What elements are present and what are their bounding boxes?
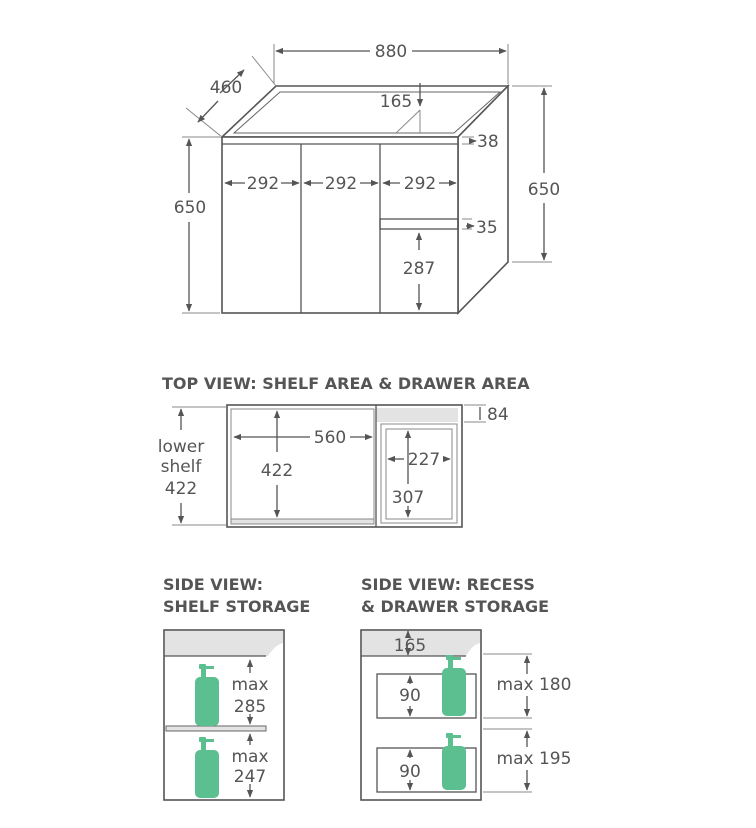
side-drawer-heading-2: & DRAWER STORAGE [361,597,550,616]
door-width-3-label: 292 [403,174,437,194]
max-180-label: max 180 [496,675,572,695]
lower-max-label: max [231,747,269,767]
cabinet-front [222,137,458,313]
side-shelf-heading-2: SHELF STORAGE [163,597,311,616]
door-width-2-label: 292 [324,174,358,194]
upper-drawer-height-label: 90 [399,686,421,706]
drawer-height-label: 287 [402,259,436,279]
recess-depth-label: 165 [379,92,413,112]
height-left-label: 650 [173,198,207,218]
lower-shelf-value: 422 [164,479,198,499]
height-right-label: 650 [527,180,561,200]
side-shelf-heading-1: SIDE VIEW: [163,575,264,594]
drawer-width-label: 227 [407,450,441,470]
upper-max-label: max [231,675,269,695]
lower-shelf-label-1: lower [157,437,205,457]
door-width-1-label: 292 [246,174,280,194]
lower-shelf-label-2: shelf [160,457,202,477]
drawer-rail-label: 35 [476,218,498,238]
width-label: 880 [374,42,408,62]
shelf-depth-label: 422 [260,461,294,481]
depth-label: 460 [209,78,243,98]
top-view-heading: TOP VIEW: SHELF AREA & DRAWER AREA [162,374,530,393]
shelf-width-label: 560 [313,428,347,448]
drawer-depth-label: 307 [391,488,425,508]
upper-max-value: 285 [233,697,267,717]
lower-max-value: 247 [233,767,267,787]
shelf-board [166,726,266,731]
lower-drawer-height-label: 90 [399,762,421,782]
recess-165-label: 165 [393,636,427,656]
side-drawer-heading-1: SIDE VIEW: RECESS [361,575,535,594]
top-rail-label: 38 [477,132,499,152]
max-195-label: max 195 [496,749,572,769]
cabinet-3d-view [222,86,508,313]
recess-84-label: 84 [487,405,509,425]
